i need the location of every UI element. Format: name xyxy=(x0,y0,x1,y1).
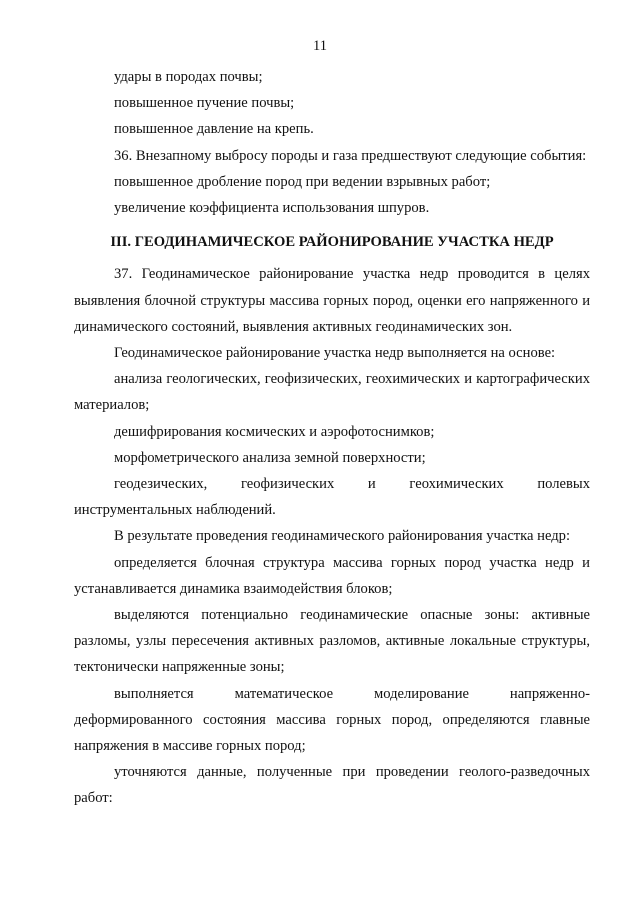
paragraph-results-intro: В результате проведения геодинамического районирования участка недр: xyxy=(114,528,571,545)
paragraph-list-item: геодезических, геофизических и геохимических полевых инструментальных наблюдений. xyxy=(74,476,590,519)
paragraph-list-item: увеличение коэффициента использования шпуров. xyxy=(114,200,430,217)
paragraph-basis-intro: Геодинамическое районирование участка недр выполняется на основе: xyxy=(114,345,556,362)
paragraph-list-item: морфометрического анализа земной поверхности; xyxy=(114,449,426,466)
paragraph-list-item: определяется блочная структура массива горных пород участка недр и устанавливается динамика взаимодействия блоков; xyxy=(74,554,590,597)
paragraph-list-item: уточняются данные, полученные при проведении геолого-разведочных работ: xyxy=(74,764,590,807)
paragraph-37: 37. Геодинамическое районирование участка недр проводится в целях выявления блочной структуры массива горных пород, оценки его напряженного и динамического состояний, выявления активных геодинамических зон. xyxy=(74,266,590,335)
paragraph-list-item: выделяются потенциально геодинамические опасные зоны: активные разломы, узлы пересечения активных разломов, активные локальные структуры, тектонически напряженные зоны; xyxy=(74,607,590,676)
section-heading: III. ГЕОДИНАМИЧЕСКОЕ РАЙОНИРОВАНИЕ УЧАСТКА НЕДР xyxy=(110,234,554,251)
page-content xyxy=(74,64,590,812)
paragraph-36: 36. Внезапному выбросу породы и газа предшествуют следующие события: xyxy=(114,147,587,164)
paragraph-list-item: анализа геологических, геофизических, геохимических и картографических материалов; xyxy=(74,371,590,414)
paragraph-list-item: дешифрирования космических и аэрофотоснимков; xyxy=(114,423,435,440)
paragraph-list-item: повышенное дробление пород при ведении взрывных работ; xyxy=(114,173,491,190)
paragraph-list-item: выполняется математическое моделирование напряженно-деформированного состояния массива горных пород, определяются главные напряжения в массиве горных пород; xyxy=(74,685,590,755)
paragraph-list-item: повышенное давление на крепь. xyxy=(114,121,314,138)
page-number: 11 xyxy=(313,38,327,54)
paragraph-list-item: повышенное пучение почвы; xyxy=(114,95,295,112)
paragraph-list-item: удары в породах почвы; xyxy=(114,69,263,85)
